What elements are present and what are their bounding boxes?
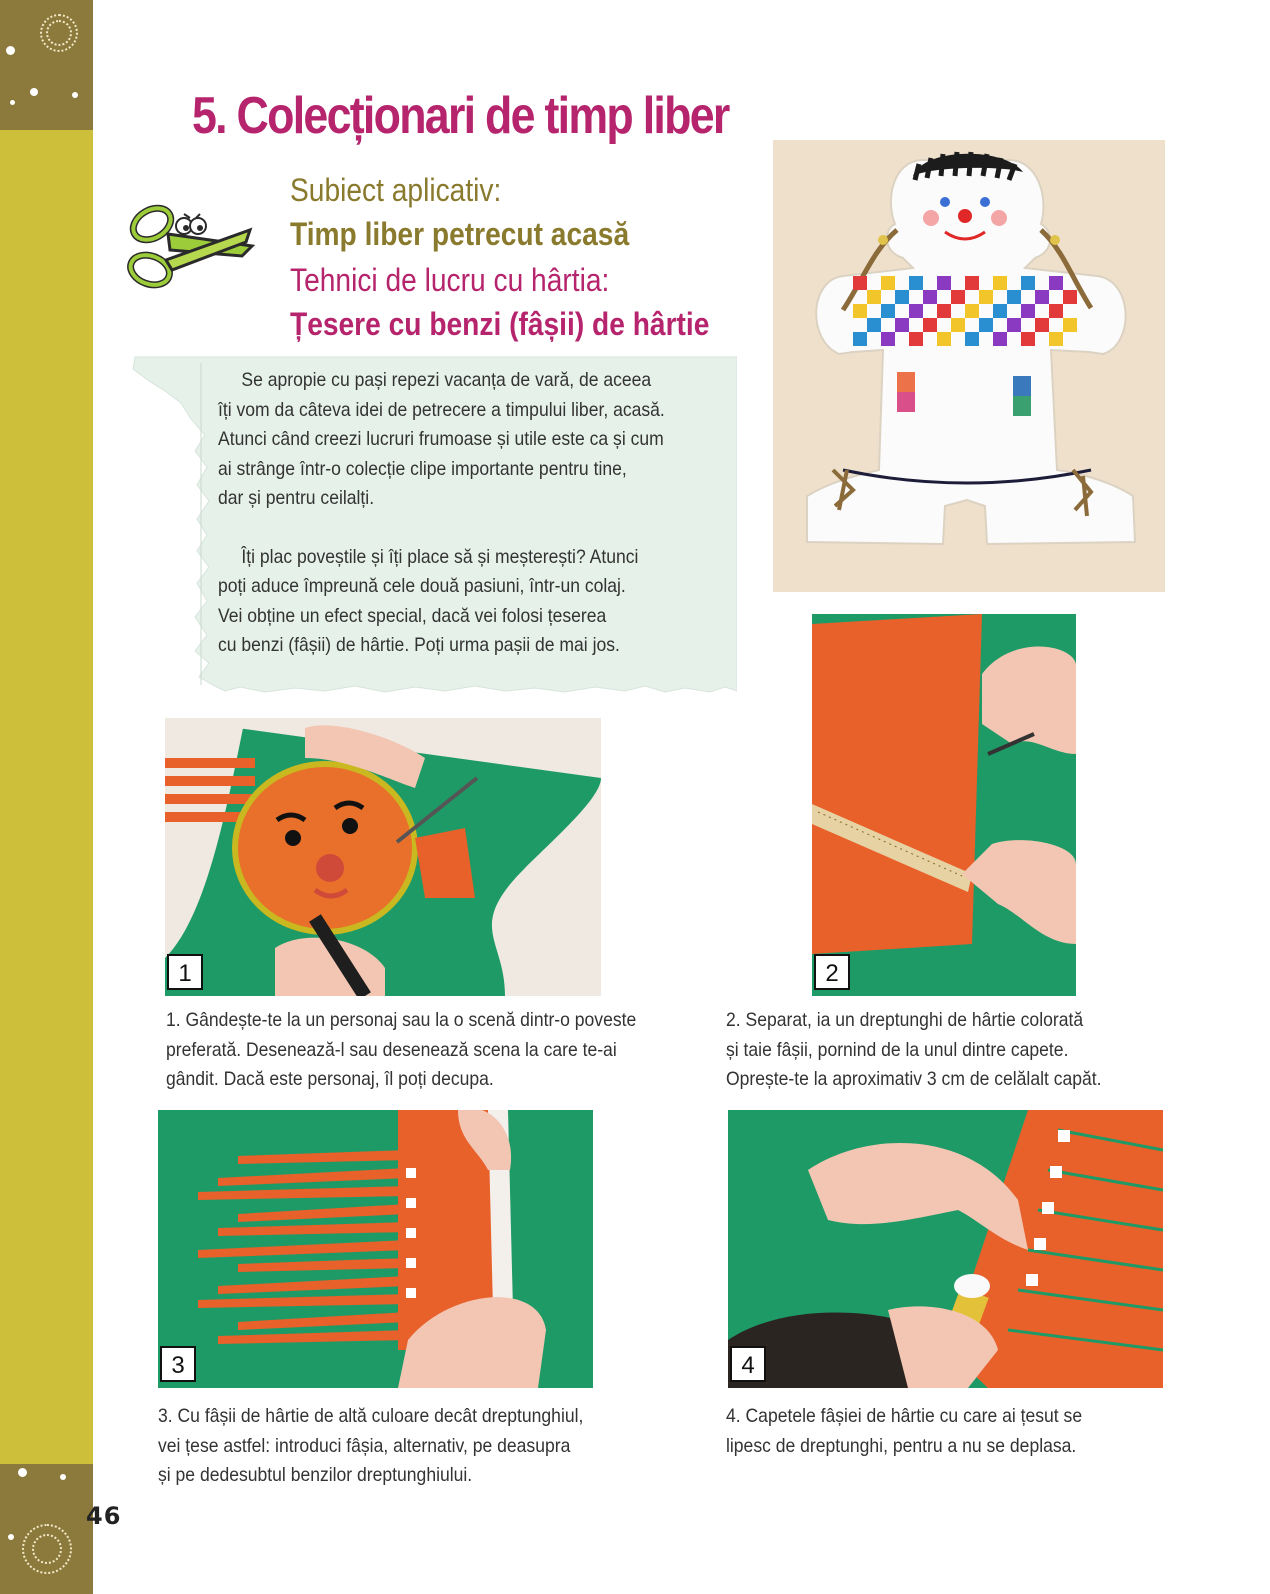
- step-2-badge: 2: [814, 954, 850, 990]
- step-1-badge: 1: [167, 954, 203, 990]
- woven-doll-photo: [773, 140, 1165, 592]
- margin-band-bottom-decor: [0, 1464, 93, 1594]
- step-2-photo: [812, 614, 1076, 996]
- step-1-caption: 1. Gândește-te la un personaj sau la o scenă dintr-o poveste preferată. Desenează-l sau desenează scena la care te-ai gândit. Dacă este personaj, îl poți decupa.: [166, 1009, 637, 1090]
- technique-value: Țesere cu benzi (fâșii) de hârtie: [290, 306, 710, 342]
- step-1-photo: [165, 718, 601, 996]
- intro-paragraph-1: Se apropie cu pași repezi vacanța de vară, de aceea îți vom da câteva idei de petrecere a timpului liber, acasă. Atunci când creezi lucruri frumoase și utile este ca și cum ai strânge într-o colecție clipe importante pentru tine, dar și pentru ceilalți.: [218, 369, 665, 509]
- page-number: 46: [86, 1502, 122, 1530]
- scissors-icon: [122, 186, 258, 306]
- step-3-badge: 3: [160, 1346, 196, 1382]
- step-4-badge: 4: [730, 1346, 766, 1382]
- step-3-caption: 3. Cu fâșii de hârtie de altă culoare decât dreptunghiul, vei țese astfel: introduci fâșia, alternativ, pe deasupra și pe dedesubtul benzilor dreptunghiului.: [158, 1405, 584, 1486]
- step-2-caption: 2. Separat, ia un dreptunghi de hârtie colorată și taie fâșii, pornind de la unul dintre capete. Oprește-te la aproximativ 3 cm de celălalt capăt.: [726, 1009, 1102, 1090]
- page-title: 5. Colecționari de timp liber: [192, 87, 729, 145]
- step-4-caption: 4. Capetele fâșiei de hârtie cu care ai țesut se lipesc de dreptunghi, pentru a nu se deplasa.: [726, 1405, 1083, 1457]
- subject-value: Timp liber petrecut acasă: [290, 216, 630, 252]
- technique-label: Tehnici de lucru cu hârtia:: [290, 262, 610, 298]
- step-4-photo: [728, 1110, 1163, 1388]
- subject-label: Subiect aplicativ:: [290, 172, 502, 208]
- step-3-photo: [158, 1110, 593, 1388]
- intro-text: [218, 366, 718, 690]
- margin-band: [0, 0, 93, 1594]
- intro-paragraph-2: Îți plac poveștile și îți place să și meșterești? Atunci poți aduce împreună cele două pasiuni, într-un colaj. Vei obține un efect special, dacă vei folosi țeserea cu benzi (fâșii) de hârtie. Poți urma pașii de mai jos.: [218, 545, 639, 656]
- margin-band-top-decor: [0, 0, 93, 130]
